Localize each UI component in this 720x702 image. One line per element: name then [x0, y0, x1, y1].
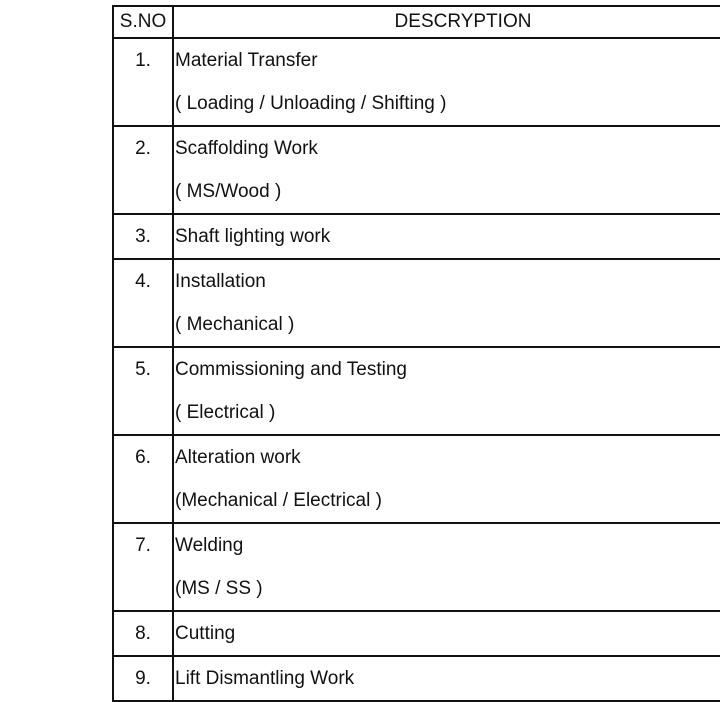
description-title: Commissioning and Testing — [175, 359, 407, 380]
description-cell — [173, 259, 720, 347]
description-subtitle: ( Mechanical ) — [175, 314, 295, 335]
sno-value: 7. — [135, 535, 151, 556]
sno-cell — [113, 611, 173, 656]
sno-value: 5. — [135, 359, 151, 380]
description-subtitle: (MS / SS ) — [175, 578, 263, 599]
description-title: Welding — [175, 535, 244, 556]
sno-value: 8. — [135, 623, 151, 644]
description-cell — [173, 126, 720, 214]
table-header-row — [113, 6, 720, 38]
sno-cell — [113, 523, 173, 611]
sno-cell — [113, 435, 173, 523]
sno-value: 1. — [135, 50, 151, 71]
description-cell — [173, 611, 720, 656]
description-title: Lift Dismantling Work — [175, 668, 355, 689]
work-description-table — [112, 5, 720, 702]
description-subtitle: ( Electrical ) — [175, 402, 276, 423]
sno-value: 2. — [135, 138, 151, 159]
sno-cell — [113, 656, 173, 701]
description-subtitle: ( MS/Wood ) — [175, 181, 282, 202]
sno-value: 6. — [135, 447, 151, 468]
description-cell — [173, 38, 720, 126]
sno-value: 4. — [135, 271, 151, 292]
description-title: Alteration work — [175, 447, 301, 468]
description-cell — [173, 656, 720, 701]
description-title: Scaffolding Work — [175, 138, 318, 159]
table-row — [113, 214, 720, 259]
table-row — [113, 656, 720, 701]
description-cell — [173, 523, 720, 611]
table-row — [113, 435, 720, 523]
description-title: Cutting — [175, 623, 236, 644]
sno-cell — [113, 259, 173, 347]
description-cell — [173, 435, 720, 523]
description-cell — [173, 214, 720, 259]
sno-cell — [113, 38, 173, 126]
description-subtitle: (Mechanical / Electrical ) — [175, 490, 382, 511]
table-row — [113, 523, 720, 611]
description-subtitle: ( Loading / Unloading / Shifting ) — [175, 93, 447, 114]
description-title: Installation — [175, 271, 266, 292]
sno-value: 3. — [135, 226, 151, 247]
description-title: Material Transfer — [175, 50, 318, 71]
table-row — [113, 259, 720, 347]
table-row — [113, 611, 720, 656]
description-header: DESCRYPTION — [173, 6, 720, 38]
table-row — [113, 347, 720, 435]
table-row — [113, 38, 720, 126]
sno-header: S.NO — [113, 6, 173, 38]
description-cell — [173, 347, 720, 435]
sno-value: 9. — [135, 668, 151, 689]
sno-cell — [113, 347, 173, 435]
sno-cell — [113, 126, 173, 214]
sno-cell — [113, 214, 173, 259]
table-row — [113, 126, 720, 214]
description-title: Shaft lighting work — [175, 226, 331, 247]
